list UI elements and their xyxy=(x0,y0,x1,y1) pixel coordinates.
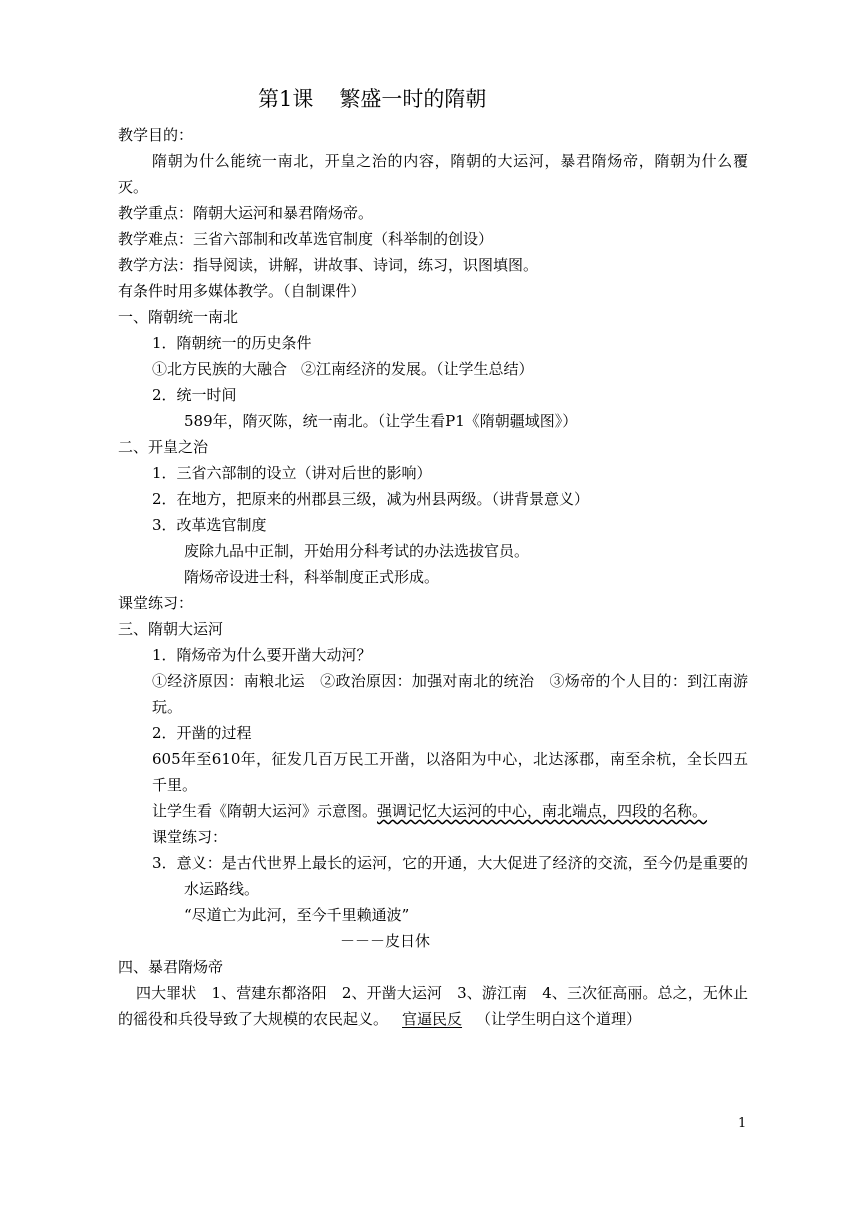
section-4-heading: 四、暴君隋炀帝 xyxy=(118,958,224,976)
section-3-map-note xyxy=(118,798,748,824)
practice-label-2: 课堂练习： xyxy=(152,828,228,846)
lesson-title xyxy=(258,84,486,114)
poem-author: －－－皮日休 xyxy=(340,932,431,950)
section-3-item-2: 2．开凿的过程 xyxy=(152,724,252,742)
condition-a: ①北方民族的大融合 xyxy=(152,360,288,378)
section-1-item-1: 1．隋朝统一的历史条件 xyxy=(152,334,312,352)
key-point: 教学重点：隋朝大运河和暴君隋炀帝。 xyxy=(118,204,374,222)
goal-text: 隋朝为什么能统一南北，开皇之治的内容，隋朝的大运河，暴君隋炀帝，隋朝为什么覆灭。 xyxy=(118,152,748,196)
map-instruction: 让学生看《隋朝大运河》示意图。 xyxy=(152,802,378,820)
section-2-item-2: 2．在地方，把原来的州郡县三级，减为州县两级。（讲背景意义） xyxy=(152,490,590,508)
section-2-item-1: 1．三省六部制的设立（讲对后世的影响） xyxy=(152,464,432,482)
section-1-item-2-detail: 589年，隋灭陈，统一南北。（让学生看P1《隋朝疆域图》） xyxy=(184,412,578,430)
page-number: 1 xyxy=(738,1116,747,1131)
lesson-body xyxy=(118,122,748,1032)
condition-b: ②江南经济的发展。（让学生总结） xyxy=(301,360,534,378)
section-1-item-1-detail xyxy=(118,356,748,382)
lesson-number: 第1课 xyxy=(258,87,314,111)
section-1-heading: 一、隋朝统一南北 xyxy=(118,308,239,326)
section-3-item-3: 3．意义：是古代世界上最长的运河，它的开通，大大促进了经济的交流，至今仍是重要的水运路线。 xyxy=(152,854,748,898)
memory-emphasis: 强调记忆大运河的中心，南北端点，四段的名称。 xyxy=(377,802,708,820)
section-2-item-3: 3．改革选官制度 xyxy=(152,516,267,534)
section-2-item-3-detail-a: 废除九品中正制，开始用分科考试的办法选拔官员。 xyxy=(184,542,530,560)
section-3-heading: 三、隋朝大运河 xyxy=(118,620,224,638)
section-2-heading: 二、开皇之治 xyxy=(118,438,209,456)
section-1-item-2: 2．统一时间 xyxy=(152,386,237,404)
section-3-item-1-detail: ①经济原因：南粮北运 ②政治原因：加强对南北的统治 ③炀帝的个人目的：到江南游玩。 xyxy=(152,672,748,716)
method: 教学方法：指导阅读，讲解，讲故事、诗词，练习，识图填图。 xyxy=(118,256,539,274)
practice-label-1: 课堂练习： xyxy=(118,594,194,612)
section-4-note: （让学生明白这个道理） xyxy=(476,1010,642,1028)
goal-label: 教学目的： xyxy=(118,126,194,144)
section-3-item-2-detail: 605年至610年，征发几百万民工开凿，以洛阳为中心，北达涿郡，南至余杭，全长四五千里。 xyxy=(152,750,748,794)
poem-line: “尽道亡为此河，至今千里赖通波” xyxy=(184,906,410,924)
lesson-name: 繁盛一时的隋朝 xyxy=(339,87,487,111)
difficulty: 教学难点：三省六部制和改革选官制度（科举制的创设） xyxy=(118,230,494,248)
official-oppression-emphasis: 官逼民反 xyxy=(402,1010,463,1028)
section-2-item-3-detail-b: 隋炀帝设进士科，科举制度正式形成。 xyxy=(184,568,440,586)
section-4-text xyxy=(118,980,748,1032)
section-3-item-1: 1．隋炀帝为什么要开凿大动河？ xyxy=(152,646,372,664)
crimes-list: 四大罪状 1、营建东都洛阳 2、开凿大运河 3、游江南 4、三次征高丽。总之，无休止的徭役和兵役导致了大规模的农民起义。 xyxy=(118,984,748,1028)
media-note: 有条件时用多媒体教学。（自制课件） xyxy=(118,282,366,300)
